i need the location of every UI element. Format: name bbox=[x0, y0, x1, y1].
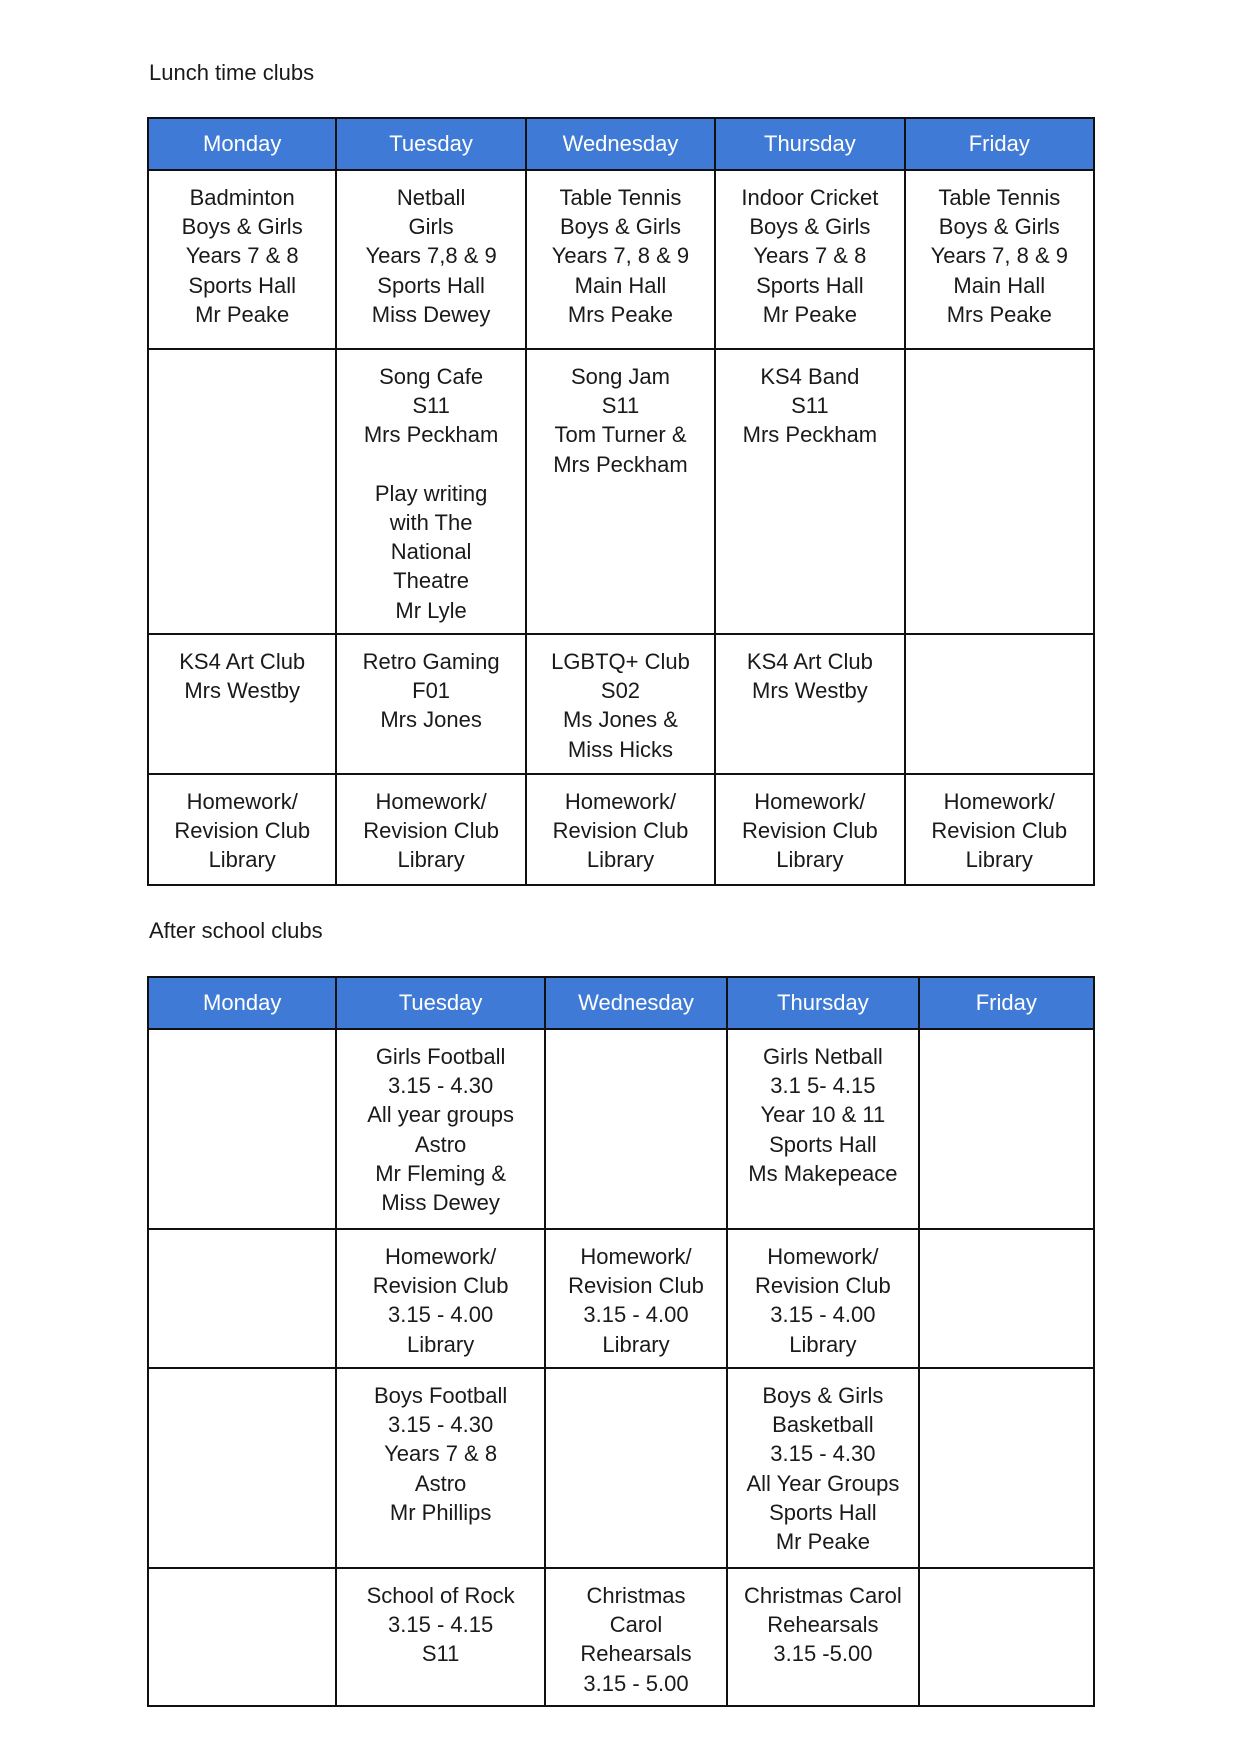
club-cell: Christmas Carol Rehearsals 3.15 -5.00 bbox=[727, 1568, 918, 1706]
club-cell: Song Jam S11 Tom Turner & Mrs Peckham bbox=[526, 349, 715, 634]
club-cell: Badminton Boys & Girls Years 7 & 8 Sports Hall Mr Peake bbox=[148, 170, 336, 349]
club-cell bbox=[148, 1568, 336, 1706]
club-cell: Girls Netball 3.1 5- 4.15 Year 10 & 11 Sports Hall Ms Makepeace bbox=[727, 1029, 918, 1229]
table-row bbox=[148, 1029, 1094, 1229]
club-cell: Homework/ Revision Club Library bbox=[715, 774, 904, 885]
club-cell bbox=[545, 1029, 727, 1229]
club-cell: Indoor Cricket Boys & Girls Years 7 & 8 Sports Hall Mr Peake bbox=[715, 170, 904, 349]
lunch-day-monday: Monday bbox=[148, 118, 336, 170]
after-day-thursday: Thursday bbox=[727, 977, 918, 1029]
table-row bbox=[148, 1568, 1094, 1706]
table-row bbox=[148, 1229, 1094, 1368]
club-cell: Table Tennis Boys & Girls Years 7, 8 & 9 Main Hall Mrs Peake bbox=[526, 170, 715, 349]
table-row bbox=[148, 170, 1094, 349]
lunch-day-thursday: Thursday bbox=[715, 118, 904, 170]
after-school-clubs-table bbox=[147, 976, 1095, 1707]
club-cell: Homework/ Revision Club Library bbox=[905, 774, 1094, 885]
club-cell: Homework/ Revision Club 3.15 - 4.00 Library bbox=[545, 1229, 727, 1368]
club-cell: Boys Football 3.15 - 4.30 Years 7 & 8 Astro Mr Phillips bbox=[336, 1368, 544, 1568]
club-cell bbox=[148, 1029, 336, 1229]
club-cell bbox=[905, 634, 1094, 774]
club-cell bbox=[919, 1229, 1094, 1368]
club-cell bbox=[545, 1368, 727, 1568]
club-cell: LGBTQ+ Club S02 Ms Jones & Miss Hicks bbox=[526, 634, 715, 774]
club-cell: Homework/ Revision Club Library bbox=[148, 774, 336, 885]
after-day-wednesday: Wednesday bbox=[545, 977, 727, 1029]
club-cell: KS4 Art Club Mrs Westby bbox=[148, 634, 336, 774]
after-school-clubs-title: After school clubs bbox=[149, 918, 323, 943]
table-row bbox=[148, 634, 1094, 774]
club-cell: Song Cafe S11 Mrs Peckham Play writing with The National Theatre Mr Lyle bbox=[336, 349, 525, 634]
lunch-clubs-table bbox=[147, 117, 1095, 886]
after-day-monday: Monday bbox=[148, 977, 336, 1029]
club-cell bbox=[905, 349, 1094, 634]
lunch-header-row bbox=[148, 118, 1094, 170]
table-row bbox=[148, 349, 1094, 634]
club-cell: Homework/ Revision Club 3.15 - 4.00 Library bbox=[336, 1229, 544, 1368]
club-cell bbox=[148, 349, 336, 634]
club-cell: Netball Girls Years 7,8 & 9 Sports Hall Miss Dewey bbox=[336, 170, 525, 349]
club-cell: Christmas Carol Rehearsals 3.15 - 5.00 bbox=[545, 1568, 727, 1706]
club-cell: Girls Football 3.15 - 4.30 All year groups Astro Mr Fleming & Miss Dewey bbox=[336, 1029, 544, 1229]
club-cell: Retro Gaming F01 Mrs Jones bbox=[336, 634, 525, 774]
lunch-day-friday: Friday bbox=[905, 118, 1094, 170]
club-cell: KS4 Band S11 Mrs Peckham bbox=[715, 349, 904, 634]
club-cell: Table Tennis Boys & Girls Years 7, 8 & 9 Main Hall Mrs Peake bbox=[905, 170, 1094, 349]
club-cell bbox=[919, 1368, 1094, 1568]
club-cell: KS4 Art Club Mrs Westby bbox=[715, 634, 904, 774]
lunch-clubs-title: Lunch time clubs bbox=[149, 60, 315, 85]
lunch-day-wednesday: Wednesday bbox=[526, 118, 715, 170]
lunch-day-tuesday: Tuesday bbox=[336, 118, 525, 170]
club-cell: School of Rock 3.15 - 4.15 S11 bbox=[336, 1568, 544, 1706]
club-cell bbox=[148, 1229, 336, 1368]
table-row bbox=[148, 774, 1094, 885]
club-cell: Homework/ Revision Club 3.15 - 4.00 Library bbox=[727, 1229, 918, 1368]
club-cell bbox=[919, 1568, 1094, 1706]
club-cell: Homework/ Revision Club Library bbox=[526, 774, 715, 885]
table-row bbox=[148, 1368, 1094, 1568]
club-cell bbox=[148, 1368, 336, 1568]
after-day-friday: Friday bbox=[919, 977, 1094, 1029]
club-cell: Homework/ Revision Club Library bbox=[336, 774, 525, 885]
after-day-tuesday: Tuesday bbox=[336, 977, 544, 1029]
after-header-row bbox=[148, 977, 1094, 1029]
club-cell bbox=[919, 1029, 1094, 1229]
club-cell: Boys & Girls Basketball 3.15 - 4.30 All Year Groups Sports Hall Mr Peake bbox=[727, 1368, 918, 1568]
